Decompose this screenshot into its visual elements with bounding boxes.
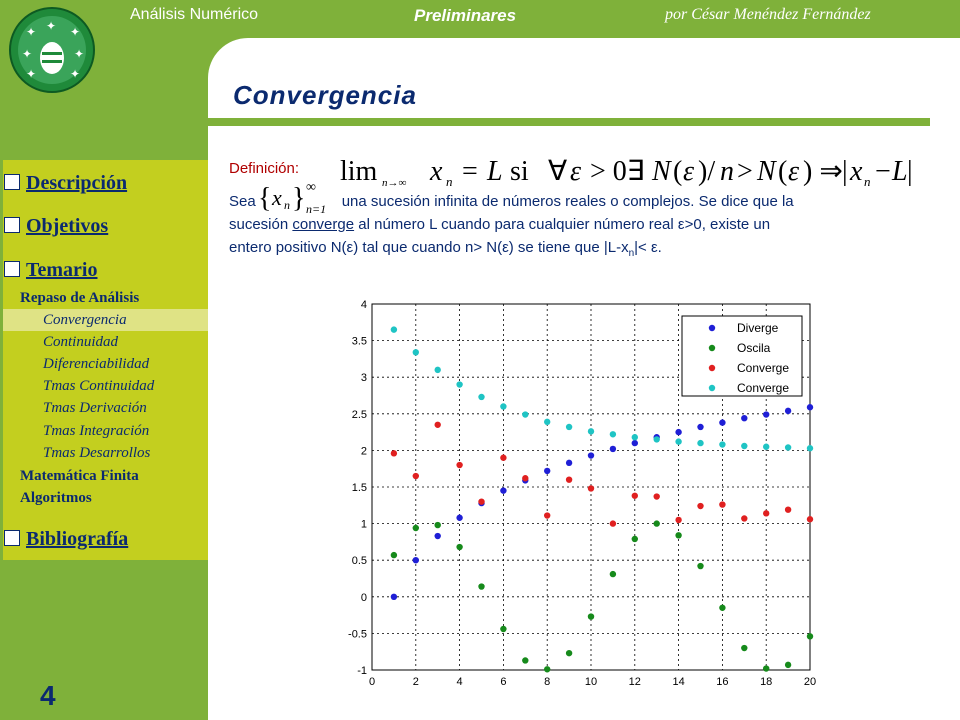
- checkbox-icon: [4, 261, 20, 277]
- definition-line-2: sucesión converge al número L cuando para cualquier número real ε>0, existe un: [229, 216, 771, 233]
- svg-text:ε: ε: [683, 156, 695, 187]
- university-seal-logo: [8, 6, 96, 94]
- data-point: [391, 552, 397, 558]
- nav-sub-matematica-finita[interactable]: Matemática Finita: [20, 468, 139, 484]
- nav-subsub-continuidad[interactable]: Continuidad: [43, 334, 119, 350]
- data-point: [807, 445, 813, 451]
- nav-subsub-tmas-integracion[interactable]: Tmas Integración: [43, 423, 150, 439]
- data-point: [697, 563, 703, 569]
- data-point: [522, 657, 528, 663]
- legend-label: Converge: [737, 381, 790, 395]
- svg-text:(: (: [673, 156, 683, 187]
- svg-text:n: n: [446, 174, 453, 189]
- data-point: [544, 666, 550, 672]
- data-point: [566, 476, 572, 482]
- svg-text:L: L: [487, 156, 503, 187]
- data-point: [610, 571, 616, 577]
- data-point: [391, 450, 397, 456]
- data-point: [675, 429, 681, 435]
- data-point: [544, 468, 550, 474]
- y-tick-label: 1: [360, 518, 367, 531]
- data-point: [456, 544, 462, 550]
- data-point: [807, 633, 813, 639]
- data-point: [719, 605, 725, 611]
- nav-sub-algoritmos[interactable]: Algoritmos: [20, 490, 92, 506]
- svg-text:)/: )/: [698, 156, 716, 187]
- data-point: [456, 462, 462, 468]
- data-point: [675, 517, 681, 523]
- nav-sub-repaso[interactable]: Repaso de Análisis: [20, 290, 140, 306]
- svg-text:✦: ✦: [70, 67, 81, 81]
- data-point: [610, 446, 616, 452]
- nav-subsub-convergencia[interactable]: Convergencia: [43, 312, 127, 328]
- data-point: [654, 493, 660, 499]
- nav-subsub-tmas-derivacion[interactable]: Tmas Derivación: [43, 400, 147, 416]
- data-point: [763, 411, 769, 417]
- svg-text:✦: ✦: [74, 47, 85, 61]
- x-tick-label: 6: [500, 676, 507, 688]
- title-underline: [208, 118, 930, 126]
- data-point: [413, 473, 419, 479]
- page-title: Convergencia: [233, 80, 417, 110]
- data-point: [675, 532, 681, 538]
- data-point: [435, 533, 441, 539]
- section-name: Preliminares: [414, 6, 517, 25]
- data-point: [588, 452, 594, 458]
- data-point: [763, 510, 769, 516]
- svg-text:|: |: [907, 156, 913, 187]
- y-tick-label: -1: [357, 665, 367, 677]
- nav-link-label: Temario: [26, 259, 98, 281]
- data-point: [435, 522, 441, 528]
- svg-text:ε: ε: [788, 156, 800, 187]
- nav-link-label: Bibliografía: [26, 528, 129, 550]
- svg-text:N: N: [757, 156, 776, 187]
- data-point: [478, 394, 484, 400]
- definition-paragraph: [229, 190, 929, 265]
- svg-text:si: si: [510, 156, 529, 187]
- x-tick-label: 20: [803, 676, 817, 688]
- converge-term: converge: [292, 216, 355, 233]
- data-point: [741, 443, 747, 449]
- y-tick-label: 1.5: [351, 482, 367, 494]
- data-point: [763, 444, 769, 450]
- y-tick-label: 0: [360, 591, 367, 604]
- definition-line-1: Sea una sucesión infinita de números reales o complejos. Se dice que la: [229, 193, 794, 210]
- data-point: [632, 536, 638, 542]
- x-tick-label: 8: [544, 676, 551, 688]
- data-point: [413, 525, 419, 531]
- x-tick-label: 0: [368, 676, 376, 688]
- svg-text:) ⇒: ) ⇒: [803, 156, 843, 187]
- course-name: Análisis Numérico: [130, 6, 259, 23]
- data-point: [588, 428, 594, 434]
- svg-text:n=1: n=1: [306, 202, 327, 216]
- svg-text:n: n: [864, 174, 871, 189]
- data-point: [741, 415, 747, 421]
- data-point: [741, 645, 747, 651]
- nav-link-label: Objetivos: [26, 215, 109, 237]
- data-point: [763, 665, 769, 671]
- checkbox-icon: [4, 174, 20, 190]
- data-point: [697, 503, 703, 509]
- page-number: 4: [40, 680, 56, 711]
- data-point: [675, 438, 681, 444]
- data-point: [435, 422, 441, 428]
- data-point: [391, 326, 397, 332]
- legend-marker: [709, 365, 715, 371]
- data-point: [566, 424, 572, 430]
- data-point: [654, 436, 660, 442]
- nav-link-descripcion[interactable]: [4, 172, 127, 195]
- legend-marker: [709, 345, 715, 351]
- svg-text:✦: ✦: [26, 25, 37, 39]
- svg-text:n: n: [720, 156, 734, 187]
- svg-text:N: N: [652, 156, 671, 187]
- data-point: [610, 520, 616, 526]
- legend-marker: [709, 325, 715, 331]
- data-point: [697, 440, 703, 446]
- nav-link-bibliografia[interactable]: [4, 528, 128, 551]
- data-point: [566, 650, 572, 656]
- data-point: [785, 662, 791, 668]
- data-point: [413, 349, 419, 355]
- data-point: [807, 516, 813, 522]
- data-point: [719, 441, 725, 447]
- data-point: [500, 487, 506, 493]
- data-point: [500, 626, 506, 632]
- data-point: [413, 557, 419, 563]
- svg-text:n: n: [284, 198, 290, 212]
- svg-text:L: L: [892, 156, 908, 187]
- data-point: [610, 431, 616, 437]
- legend-marker: [709, 385, 715, 391]
- data-point: [588, 613, 594, 619]
- y-tick-label: 3: [360, 372, 367, 385]
- formula-limit-subscript: n→∞: [382, 177, 407, 189]
- data-point: [500, 455, 506, 461]
- data-point: [632, 493, 638, 499]
- nav-link-objetivos[interactable]: [4, 215, 108, 238]
- svg-text:>: >: [737, 156, 753, 187]
- x-tick-label: 2: [412, 676, 419, 688]
- data-point: [566, 460, 572, 466]
- data-point: [697, 424, 703, 430]
- data-point: [500, 403, 506, 409]
- nav-subsub-tmas-desarrollos[interactable]: Tmas Desarrollos: [43, 445, 151, 461]
- data-point: [456, 381, 462, 387]
- svg-text:(: (: [778, 156, 788, 187]
- x-tick-label: 10: [584, 676, 598, 688]
- data-point: [478, 498, 484, 504]
- x-tick-label: 18: [760, 676, 773, 688]
- legend-label: Oscila: [737, 341, 771, 355]
- formula-lim: lim: [340, 156, 378, 187]
- svg-text:x: x: [850, 156, 863, 187]
- svg-text:∀: ∀: [548, 156, 568, 187]
- y-tick-label: -0.5: [348, 628, 367, 641]
- x-tick-label: 12: [628, 676, 641, 688]
- nav-subsub-tmas-continuidad[interactable]: Tmas Continuidad: [43, 378, 155, 394]
- y-tick-label: 2: [360, 445, 367, 458]
- svg-text:✦: ✦: [70, 25, 81, 39]
- data-point: [785, 408, 791, 414]
- svg-text:{: {: [258, 183, 272, 214]
- svg-text:∞: ∞: [306, 180, 316, 195]
- nav-subsub-diferenciabilidad[interactable]: Diferenciabilidad: [43, 356, 150, 372]
- data-point: [741, 515, 747, 521]
- definition-line-3: entero positivo N(ε) tal que cuando n> N(ε) se tiene que $|L-x_n|< \varepsilon$.: [229, 239, 662, 259]
- data-point: [719, 501, 725, 507]
- checkbox-icon: [4, 530, 20, 546]
- data-point: [632, 434, 638, 440]
- svg-text:=: =: [462, 156, 478, 187]
- definition-label: Definición:: [229, 160, 300, 177]
- svg-text:✦: ✦: [26, 67, 37, 81]
- y-tick-label: 3.5: [351, 335, 367, 348]
- y-tick-label: 2.5: [351, 408, 367, 421]
- data-point: [632, 440, 638, 446]
- data-point: [654, 520, 660, 526]
- data-point: [807, 404, 813, 410]
- legend-label: Diverge: [737, 321, 779, 335]
- nav-link-temario[interactable]: [4, 259, 97, 282]
- data-point: [435, 367, 441, 373]
- convergence-scatter-chart: [330, 290, 830, 690]
- svg-text:✦: ✦: [46, 19, 57, 33]
- formula-x: x: [430, 156, 443, 187]
- y-tick-label: 0.5: [351, 555, 367, 568]
- data-point: [719, 419, 725, 425]
- data-point: [522, 475, 528, 481]
- svg-text:> 0∃: > 0∃: [590, 156, 645, 187]
- svg-text:ε: ε: [570, 156, 582, 187]
- data-point: [785, 506, 791, 512]
- svg-text:|: |: [842, 156, 848, 187]
- convergence-formula: [330, 146, 920, 190]
- data-point: [456, 515, 462, 521]
- nav-link-label: Descripción: [26, 172, 128, 194]
- x-tick-label: 16: [716, 676, 729, 688]
- data-point: [588, 485, 594, 491]
- checkbox-icon: [4, 217, 20, 233]
- svg-text:✦: ✦: [22, 47, 33, 61]
- data-point: [785, 444, 791, 450]
- x-tick-label: 4: [456, 676, 463, 688]
- svg-text:}: }: [292, 183, 306, 214]
- svg-text:x: x: [272, 185, 282, 210]
- x-tick-label: 14: [672, 676, 685, 688]
- data-point: [544, 419, 550, 425]
- author-name: por César Menéndez Fernández: [665, 6, 871, 23]
- y-tick-label: 4: [360, 299, 367, 311]
- data-point: [522, 411, 528, 417]
- legend-label: Converge: [737, 361, 790, 375]
- data-point: [544, 512, 550, 518]
- data-point: [391, 594, 397, 600]
- svg-text:−: −: [875, 156, 891, 187]
- data-point: [478, 583, 484, 589]
